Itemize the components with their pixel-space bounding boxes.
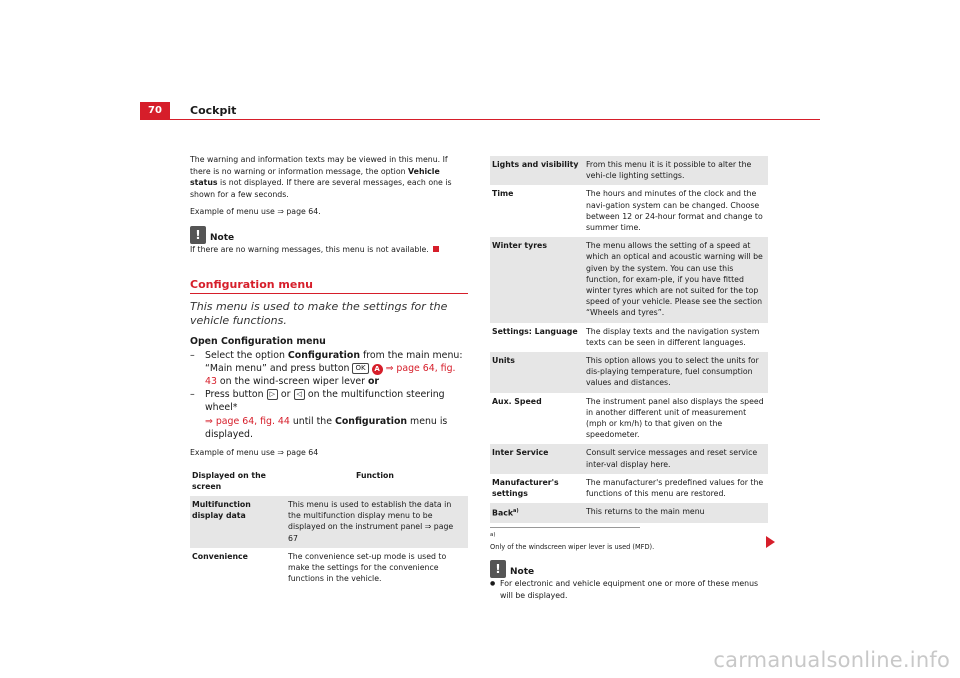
table-row bbox=[490, 444, 768, 473]
page-number: 70 bbox=[140, 102, 170, 120]
table-cell-value: The hours and minutes of the clock and the navi-gation system can be changed. Choose between 12 or 24-hour format and change to summer time. bbox=[586, 189, 763, 233]
chapter-title: Cockpit bbox=[190, 104, 237, 117]
footnote: $^{a)}$ Only of the windscreen wiper lever is used (MFD). bbox=[490, 527, 640, 552]
table-row bbox=[190, 496, 468, 548]
table-row bbox=[490, 503, 768, 523]
page-link[interactable]: ⇒ page 64, fig. 44 bbox=[205, 415, 290, 427]
table-cell-value: This returns to the main menu bbox=[584, 503, 768, 523]
table-row bbox=[490, 156, 768, 185]
example-reference: Example of menu use ⇒ page 64 bbox=[190, 447, 319, 457]
table-cell-value: From this menu it is it possible to alter the vehi-cle lighting settings. bbox=[584, 156, 768, 185]
next-page-arrow-icon[interactable] bbox=[766, 536, 775, 548]
table-row bbox=[490, 185, 768, 237]
steps-list bbox=[190, 349, 468, 441]
table-cell-key: Aux. Speed bbox=[492, 396, 542, 406]
table-cell-key: Inter Service bbox=[490, 444, 584, 473]
table-cell-key: Multifunction display data bbox=[190, 496, 286, 548]
table-cell-key: Settings: Language bbox=[492, 326, 578, 336]
left-column bbox=[190, 154, 468, 588]
page-link[interactable]: ⇒ page 64, fig. 43 bbox=[205, 362, 456, 387]
menu-table bbox=[190, 467, 468, 589]
note-header bbox=[490, 560, 768, 578]
table-row bbox=[190, 548, 468, 589]
right-arrow-button-icon: ▷ bbox=[267, 389, 278, 400]
callout-a-icon: A bbox=[372, 364, 383, 375]
column-header: Displayed on the screen bbox=[190, 467, 286, 496]
table-row bbox=[490, 393, 768, 445]
footnote-marker: a) bbox=[513, 508, 519, 515]
step-item: – Press button ▷ or ◁ on the multifunction steering wheel* ⇒ page 64, fig. 44 until the Configuration menu is displayed. bbox=[190, 388, 468, 441]
note-label: Note bbox=[510, 567, 535, 578]
note-text: If there are no warning messages, this menu is not available. bbox=[190, 244, 468, 256]
table-cell-value: The menu allows the setting of a speed at which an optical and acoustic warning will be given by the system. You can use this function, for exam-ple, if you have fitted winter tyres which are not suited for the top speed of your vehicle. Please see the section “Wheels and tyres”. bbox=[584, 237, 768, 322]
section-subtitle: This menu is used to make the settings for the vehicle functions. bbox=[190, 299, 448, 327]
table-cell-key: Units bbox=[490, 352, 584, 393]
intro-paragraph: The warning and information texts may be viewed in this menu. If there is no warning or information message, the option Vehicle status is not displayed. If there are several messages, each one is shown for a few seconds. bbox=[190, 155, 452, 199]
note-label: Note bbox=[210, 232, 235, 243]
table-cell-value: The manufacturer's predefined values for the functions of this menu are restored. bbox=[586, 477, 764, 499]
table-row bbox=[490, 474, 768, 503]
page-header bbox=[140, 102, 820, 120]
example-reference: Example of menu use ⇒ page 64. bbox=[190, 207, 321, 217]
note-bullet: ● For electronic and vehicle equipment one or more of these menus will be displayed. bbox=[490, 578, 768, 601]
table-row bbox=[490, 323, 768, 352]
note-header bbox=[190, 226, 468, 244]
table-cell-key: Lights and visibility bbox=[490, 156, 584, 185]
table-header-row bbox=[190, 467, 468, 496]
right-column bbox=[490, 156, 768, 601]
table-cell-value: This option allows you to select the units for dis-playing temperature, fuel consumption values and distances. bbox=[584, 352, 768, 393]
step-item: – Select the option Configuration from the main menu: “Main menu” and press button OK A ⇒ page 64, fig. 43 on the wind-screen wiper lever or bbox=[190, 349, 468, 389]
vehicle-status-term: Vehicle status bbox=[190, 166, 440, 188]
column-header: Function bbox=[286, 467, 468, 496]
section-end-icon bbox=[433, 246, 439, 252]
table-cell-key: Manufacturer's settings bbox=[492, 477, 559, 499]
menu-table-continued bbox=[490, 156, 768, 523]
table-row bbox=[490, 237, 768, 322]
table-row bbox=[490, 352, 768, 393]
table-cell-value: The convenience set-up mode is used to make the settings for the convenience functions in the vehicle. bbox=[288, 551, 447, 584]
table-cell-key: Winter tyres bbox=[490, 237, 584, 322]
table-cell-key: Back$^{a)}$ bbox=[490, 503, 584, 523]
table-cell-key: Convenience bbox=[192, 551, 248, 561]
table-cell-key: Time bbox=[492, 189, 514, 199]
exclamation-hand-icon: ! bbox=[490, 560, 506, 578]
table-cell-value: The instrument panel also displays the speed in another different unit of measurement (mph or km/h) to that given on the speedometer. bbox=[586, 396, 764, 440]
table-cell-value: Consult service messages and reset service inter-val display here. bbox=[584, 444, 768, 473]
table-cell-value: The display texts and the navigation system texts can be seen in different languages. bbox=[586, 326, 760, 347]
table-cell-value: This menu is used to establish the data in the multifunction display menu to be displayed on the instrument panel ⇒ page 67 bbox=[286, 496, 468, 548]
ok-button-icon: OK bbox=[352, 363, 368, 374]
watermark: carmanualsonline.info bbox=[713, 648, 950, 672]
section-title: Configuration menu bbox=[190, 278, 468, 294]
open-menu-heading: Open Configuration menu bbox=[190, 335, 326, 347]
left-arrow-button-icon: ◁ bbox=[294, 389, 305, 400]
exclamation-hand-icon: ! bbox=[190, 226, 206, 244]
